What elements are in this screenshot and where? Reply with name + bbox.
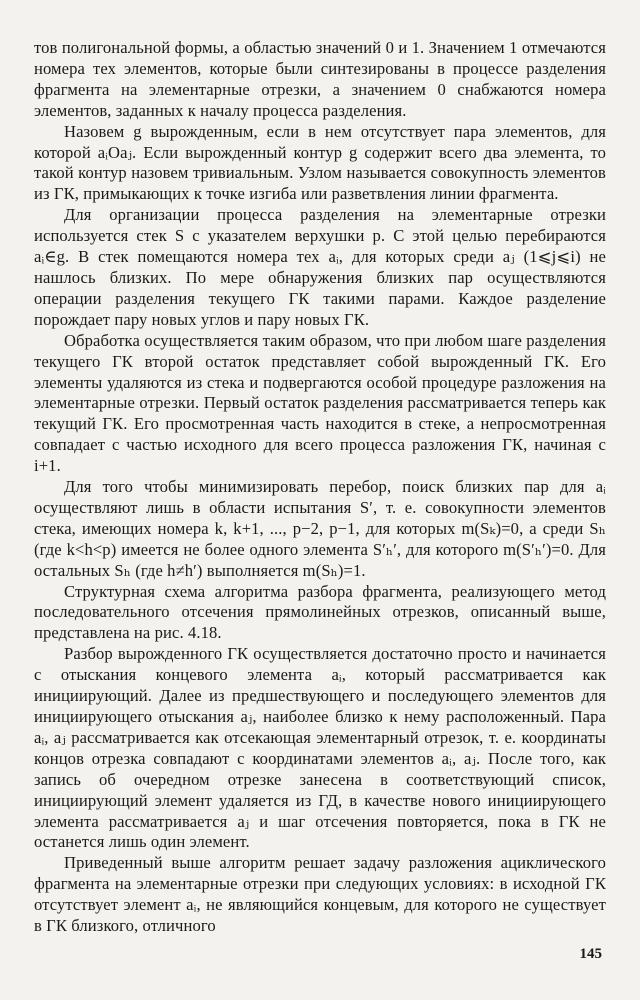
paragraph: тов полигональной формы, а областью значений 0 и 1. Значением 1 отмечаются номера тех элементов, которые были синтезированы в процессе разделения фрагмента на элементарные отрезки, а значением 0 снабжаются номера элементов, заданных к началу процесса разделения. — [34, 38, 606, 120]
paragraph: Обработка осуществляется таким образом, что при любом шаге разделения текущего ГК второй остаток представляет собой вырожденный ГК. Его элементы удаляются из стека и подвергаются особой процедуре разложения на элементарные отрезки. Первый остаток разделения рассматривается теперь как текущий ГК. Его просмотренная часть находится в стеке, а непросмотренная совпадает с частью исходного для всего процесса разложения ГК, начиная с i+1. — [34, 330, 606, 476]
paragraph: Структурная схема алгоритма разбора фрагмента, реализующего метод последовательного отсечения прямолинейных отрезков, описанный выше, представлена на рис. 4.18. — [34, 581, 606, 643]
paragraph: Для организации процесса разделения на элементарные отрезки используется стек S с указателем верхушки p. С этой целью перебираются aᵢ∈g. В стек помещаются номера тех aᵢ, для которых среди aⱼ (1⩽j⩽i) не нашлось близких. По мере обнаружения близких пар осуществляются операции разделения текущего ГК такими парами. Каждое разделение порождает пару новых углов и пару новых ГК. — [34, 205, 606, 329]
paragraph: Разбор вырожденного ГК осуществляется достаточно просто и начинается с отыскания концевого элемента aᵢ, который рассматривается как инициирующий. Далее из предшествующего и последующего элементов для инициирующего отыскания aⱼ, наиболее близко к нему расположенный. Пара aᵢ, aⱼ рассматривается как отсекающая элементарный отрезок, т. е. координаты концов отрезка совпадают с координатами элементов aᵢ, aⱼ. После того, как запись об очередном отрезке занесена в соответствующий список, инициирующий элемент удаляется из ГД, в качестве нового инициирующего элемента рассматривается aⱼ и шаг отсечения повторяется, пока в ГК не останется лишь один элемент. — [34, 644, 606, 852]
body-text — [34, 38, 606, 937]
page-number: 145 — [579, 946, 602, 962]
paragraph: Назовем g вырожденным, если в нем отсутствует пара элементов, для которой aᵢOaⱼ. Если вырожденный контур g содержит всего два элемента, то такой контур назовем тривиальным. Узлом называется совокупность элементов из ГК, примыкающих к точке изгиба или разветвления линии фрагмента. — [34, 121, 606, 204]
paragraph: Для того чтобы минимизировать перебор, поиск близких пар для aᵢ осуществляют лишь в области испытания S′, т. е. совокупности элементов стека, имеющих номера k, k+1, ..., p−2, p−1, для которых m(Sₖ)=0, а среди Sₕ (где k<h<p) имеется не более одного элемента S′ₕ′, для которого m(S′ₕ′)=0. Для остальных Sₕ (где h≠h′) выполняется m(Sₕ)=1. — [34, 477, 606, 580]
paragraph: Приведенный выше алгоритм решает задачу разложения ациклического фрагмента на элементарные отрезки при следующих условиях: в исходной ГК отсутствует элемент aᵢ, не являющийся концевым, для которого не существует в ГК близкого, отличного — [34, 853, 606, 936]
